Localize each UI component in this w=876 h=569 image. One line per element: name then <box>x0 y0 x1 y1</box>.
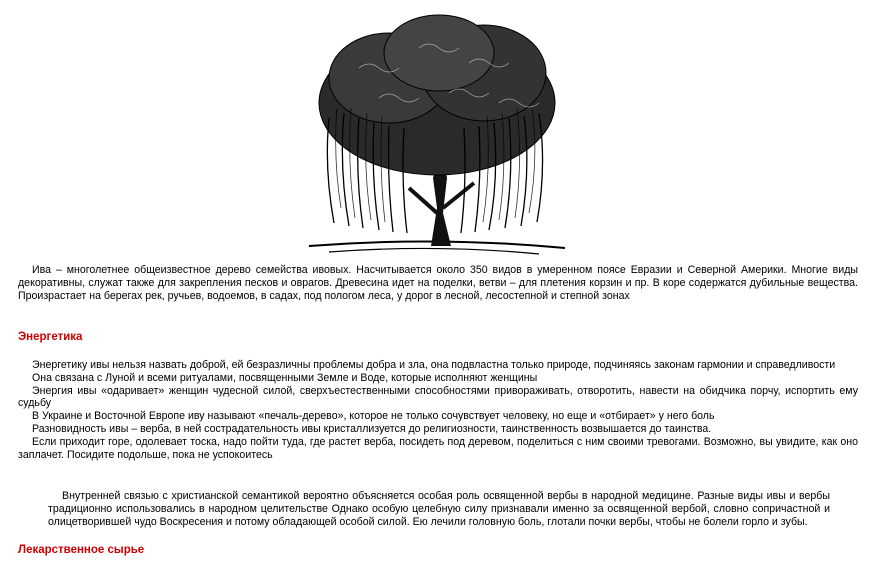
section-heading-raw-material: Лекарственное сырье <box>18 544 145 556</box>
energy-section <box>18 359 858 461</box>
section-heading-energy: Энергетика <box>18 331 83 343</box>
energy-paragraph: Если приходит горе, одолевает тоска, надо пойти туда, где растет верба, посидеть под деревом, поделиться с ним своими тревогами. Возможно, вы увидите, как оно заплачет. Посидите подольше, пока не успокоитесь <box>18 435 858 461</box>
energy-paragraph: Энергетику ивы нельзя назвать доброй, ей безразличны проблемы добра и зла, она подвластна только природе, подчиняясь законам гармонии и справедливости <box>32 359 836 371</box>
intro-paragraph: Ива – многолетнее общеизвестное дерево семейства ивовых. Насчитывается около 350 видов в умеренном поясе Евразии и Северной Америки. Многие виды декоративны, служат также для закрепления песков и оврагов. Древесина идет на поделки, ветви – для плетения корзин и пр. В коре содержатся дубильные вещества. Произрастает на берегах рек, ручьев, водоемов, в садах, под пологом леса, у дорог в лесной, лесостепной и степной зонах <box>18 264 858 302</box>
energy-paragraph: Разновидность ивы – верба, в ней сострадательность ивы кристаллизуется до религиозности, таинственность возвышается до таинства. <box>32 422 712 435</box>
energy-paragraph: В Украине и Восточной Европе иву называют «печаль-дерево», которое не только сочувствует человеку, но еще и «отбирает» у него боль <box>32 410 715 423</box>
energy-paragraph: Энергия ивы «одаривает» женщин чудесной силой, сверхъестественными способностями привораживать, отворотить, навести на обидчика порчу, испортить ему судьбу <box>18 384 858 410</box>
willow-tree-icon <box>289 8 585 262</box>
medicine-paragraph: Внутренней связью с христианской семантикой вероятно объясняется особая роль освященной вербы в народной медицине. Разные виды ивы и вербы традиционно использовались в народном целительстве Однако особую целебную силу признавали именно за освященной вербой, словно сопричастной и олицетворившей чудо Воскресения и потому обладающей особой силой. Ею лечили головную боль, глотали почки вербы, чтобы не болели горло и зубы. <box>48 490 830 528</box>
energy-paragraph: Она связана с Луной и всеми ритуалами, посвященными Земле и Воде, которые исполняют женщины <box>32 371 538 384</box>
